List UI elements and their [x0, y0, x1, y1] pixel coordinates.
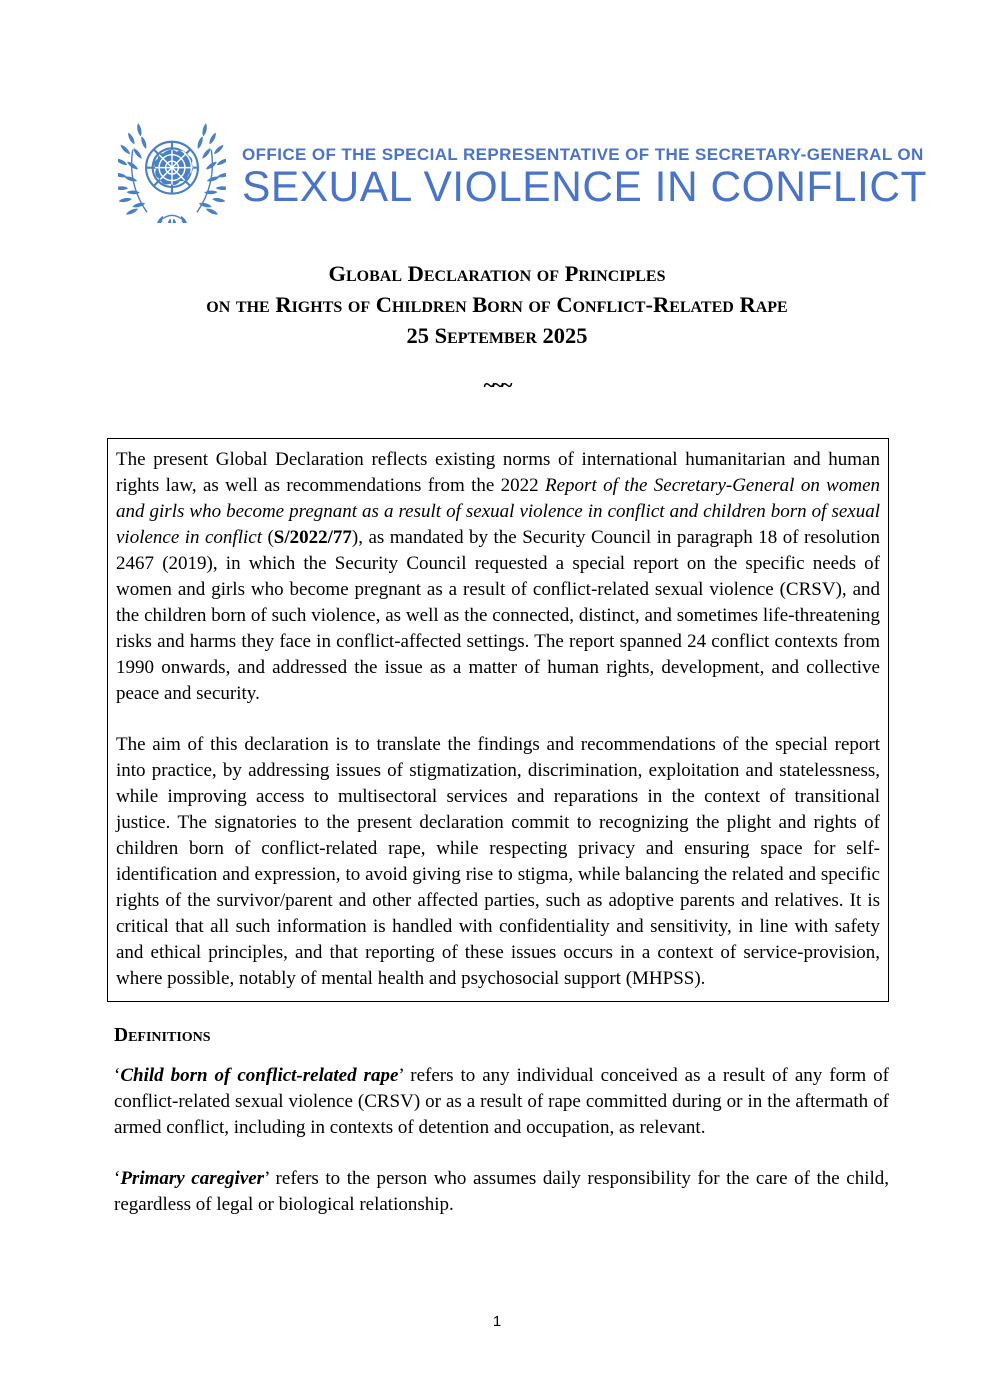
- office-wordmark: [242, 123, 927, 211]
- office-name-line1: OFFICE OF THE SPECIAL REPRESENTATIVE OF THE SECRETARY-GENERAL ON: [242, 145, 924, 164]
- un-emblem-icon: [118, 123, 226, 223]
- document-title: [0, 258, 994, 351]
- definitions-heading: Definitions: [114, 1025, 211, 1046]
- preamble-paragraph-1: The present Global Declaration reflects existing norms of international humanitarian and human rights law, as well as recommendations from the 2022 Report of the Secretary-General on women and girls who become pregnant as a result of sexual violence in conflict and children born of sexual violence in conflict (S/2022/77), as mandated by the Security Council in paragraph 18 of resolution 2467 (2019), in which the Security Council requested a special report on the specific needs of women and girls who become pregnant as a result of conflict-related sexual violence (CRSV), and the children born of such violence, as well as the connected, distinct, and sometimes life-threatening risks and harms they face in conflict-affected settings. The report spanned 24 conflict contexts from 1990 onwards, and addressed the issue as a matter of human rights, development, and collective peace and security.: [116, 449, 881, 704]
- page-number: 1: [492, 1313, 502, 1330]
- letterhead: [118, 123, 994, 223]
- title-line2: on the Rights of Children Born of Conflict-Related Rape: [206, 292, 788, 317]
- preamble-box: [107, 438, 889, 1002]
- office-name-line2: SEXUAL VIOLENCE IN CONFLICT: [242, 164, 927, 211]
- tilde-separator: ~~~: [483, 373, 511, 397]
- preamble-paragraph-2: The aim of this declaration is to translate the findings and recommendations of the special report into practice, by addressing issues of stigmatization, discrimination, exploitation and statelessness, while improving access to multisectoral services and reparations in the context of transitional justice. The signatories to the present declaration commit to recognizing the plight and rights of children born of conflict-related rape, while respecting privacy and ensuring space for self-identification and expression, to avoid giving rise to stigma, while balancing the related and specific rights of the survivor/parent and other affected parties, such as adoptive parents and relatives. It is critical that all such information is handled with confidentiality and sensitivity, in line with safety and ethical principles, and that reporting of these issues occurs in a context of service-provision, where possible, notably of mental health and psychosocial support (MHPSS).: [116, 734, 880, 989]
- title-line3: 25 September 2025: [406, 323, 588, 348]
- definition-child-born-of-crr: ‘Child born of conflict-related rape’ refers to any individual conceived as a result of any form of conflict-related sexual violence (CRSV) or as a result of rape committed during or in the aftermath of armed conflict, including in contexts of detention and occupation, as relevant.: [114, 1065, 889, 1138]
- definition-primary-caregiver: ‘Primary caregiver’ refers to the person who assumes daily responsibility for the care of the child, regardless of legal or biological relationship.: [114, 1168, 889, 1215]
- title-line1: Global Declaration of Principles: [328, 261, 666, 286]
